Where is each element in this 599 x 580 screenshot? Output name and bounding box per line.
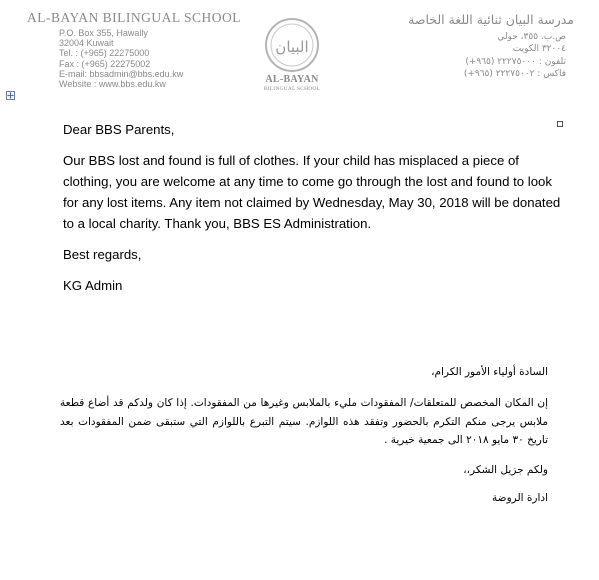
closing-en: Best regards, — [63, 247, 142, 262]
body-paragraph-en: Our BBS lost and found is full of clothes. If your child has misplaced a piece of clothing, you are welcome at any time to come go through the lost and found to look for any lost items. Any item not claimed by Wednesday, May 30, 2018 will be donated to a local charity. Thank you, BBS ES Administration. — [63, 153, 561, 231]
school-logo — [257, 14, 327, 100]
address-line-ar: ص.ب. ٣٥٥، حولي — [497, 32, 566, 42]
logo-arabic-mark: البيان — [275, 38, 309, 56]
fax-line: Fax : (+965) 22275002 — [59, 58, 151, 69]
website-line: Website : www.bbs.edu.kw — [59, 79, 166, 90]
body-paragraph-ar: إن المكان المخصص للمتعلقات/ المفقودات مليء بالملابس وغيرها من المفقودات. إذا كان ولدكم قد أضاع قطعة ملابس يرجى منكم التكرم بالحضور وتفقد هذه اللوازم. سيتم التبرع باللوازم التي ستبقى ضمن المفقودات بعد تاريخ ٣٠ مايو ٢٠١٨ الى جمعية خيرية . — [60, 397, 548, 446]
logo-emblem-icon — [257, 14, 327, 74]
school-name-ar: مدرسة البيان ثنائية اللغة الخاصة — [408, 12, 574, 27]
postal-line-ar: ٣٢٠٠٤ الكويت — [512, 44, 566, 55]
contact-info-en — [59, 28, 183, 89]
address-line: P.O. Box 355, Hawally — [59, 28, 148, 38]
postal-line: 32004 Kuwait — [59, 38, 114, 49]
phone-line-ar: تلفون : ٢٢٢٧٥٠٠٠ (٩٦٥+) — [465, 56, 566, 67]
fax-line-ar: فاكس : ٢٢٢٧٥٠٠٢ (٩٦٥+) — [463, 69, 566, 80]
greeting-ar: السادة أولياء الأمور الكرام، — [431, 366, 548, 378]
letter-arabic — [60, 364, 548, 506]
contact-info-ar — [464, 31, 566, 81]
closing-ar: ولكم جزيل الشكر،، — [463, 463, 548, 476]
move-arrows-icon[interactable] — [6, 91, 15, 100]
logo-name: AL-BAYAN — [265, 74, 319, 85]
letter-english — [63, 119, 563, 296]
logo-subtitle: BILINGUAL SCHOOL — [263, 86, 321, 92]
letterhead — [0, 0, 599, 105]
phone-line: Tel. : (+965) 22275000 — [59, 48, 150, 59]
school-name-en: AL-BAYAN BILINGUAL SCHOOL — [27, 10, 241, 25]
email-line: E-mail: bbsadmin@bbs.edu.kw — [59, 68, 184, 79]
signoff-ar: ادارة الروضة — [492, 491, 548, 504]
signature-en: KG Admin — [63, 278, 123, 293]
greeting-en: Dear BBS Parents, — [63, 122, 175, 137]
